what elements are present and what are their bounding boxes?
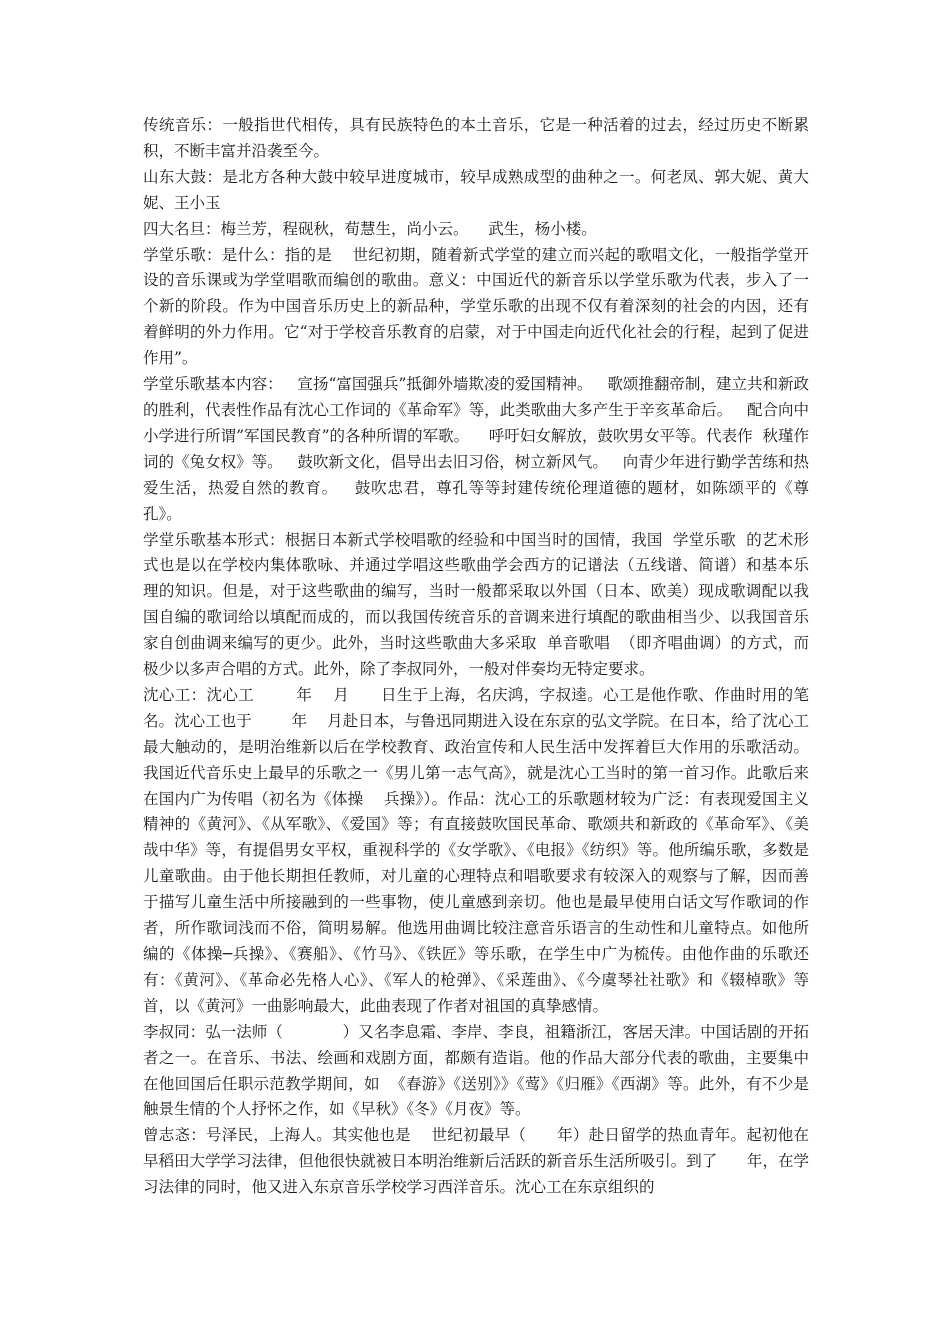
paragraph-zeng-zhimin: 曾志忞：号泽民，上海人。其实他也是 世纪初最早（ 年）赴日留学的热血青年。起初他在早稻田大学学习法律，但他很快就被日本明治维新后活跃的新音乐生活所吸引。到了 年，在学习法律的同时，他又进入东京音乐学校学习西洋音乐。沈心工在东京组织的	[143, 1126, 809, 1197]
paragraph-school-songs-form: 学堂乐歌基本形式：根据日本新式学校唱歌的经验和中国当时的国情，我国 学堂乐歌 的艺术形式也是以在学校内集体歌咏、并通过学唱这些歌曲学会西方的记谱法（五线谱、简谱）和基本乐理的知识。但是，对于这些歌曲的编写，当时一般都采取以外国（日本、欧美）现成歌调配以我国自编的歌词给以填配而成的，而以我国传统音乐的音调来进行填配的歌曲相当少、以我国音乐家自创曲调来编写的更少。此外，当时这些歌曲大多采取 单音歌唱 （即齐唱曲调）的方式，而极少以多声合唱的方式。此外，除了李叔同外，一般对伴奏均无特定要求。	[143, 530, 809, 679]
paragraph-four-dan: 四大名旦：梅兰芳，程砚秋，荀慧生，尚小云。 武生，杨小楼。	[143, 219, 597, 238]
paragraph-traditional-music: 传统音乐：一般指世代相传，具有民族特色的本土音乐，它是一种活着的过去，经过历史不断累积，不断丰富并沿袭至今。	[143, 116, 809, 160]
paragraph-school-songs: 学堂乐歌：是什么：指的是 世纪初期，随着新式学堂的建立而兴起的歌唱文化，一般指学堂开设的音乐课或为学堂唱歌而编创的歌曲。意义：中国近代的新音乐以学堂乐歌为代表，步入了一个新的阶段。作为中国音乐历史上的新品种，学堂乐歌的出现不仅有着深刻的社会的内因，还有着鲜明的外力作用。它“对于学校音乐教育的启蒙，对于中国走向近代化社会的行程，起到了促进作用”。	[143, 245, 809, 368]
paragraph-shen-xingong: 沈心工：沈心工 年 月 日生于上海，名庆鸿，字叔逵。心工是他作歌、作曲时用的笔名。沈心工也于 年 月赴日本，与鲁迅同期进入设在东京的弘文学院。在日本，给了沈心工最大触动的，是明治维新以后在学校教育、政治宣传和人民生活中发挥着巨大作用的乐歌活动。我国近代音乐史上最早的乐歌之一《男儿第一志气高》，就是沈心工当时的第一首习作。此歌后来在国内广为传唱（初名为《体操 兵操》）。作品：沈心工的乐歌题材较为广泛：有表现爱国主义精神的《黄河》、《从军歌》、《爱国》等；有直接鼓吹国民革命、歌颂共和新政的《革命军》、《美哉中华》等，有提倡男女平权，重视科学的《女学歌》、《电报》《纺织》等。他所编乐歌，多数是儿童歌曲。由于他长期担任教师，对儿童的心理特点和唱歌要求有较深入的观察与了解，因而善于描写儿童生活中所接融到的一些事物，使儿童感到亲切。他也是最早使用白话文写作歌词的作者，所作歌词浅而不俗，简明易解。他选用曲调比较注意音乐语言的生动性和儿童特点。如他所编的《体操─兵操》、《赛船》、《竹马》、《铁匠》等乐歌，在学生中广为梳传。由他作曲的乐歌还有：《黄河》、《革命必先格人心》、《军人的枪弹》、《采莲曲》、《今虞琴社社歌》和《辍棹歌》等 首，以《黄河》一曲影响最大，此曲表现了作者对祖国的真挚感情。	[143, 685, 829, 1015]
document-page	[143, 113, 829, 1201]
paragraph-li-shutong: 李叔同：弘一法师（ ）又名李息霜、李岸、李良，祖籍浙江，客居天津。中国话剧的开拓者之一。在音乐、书法、绘画和戏剧方面，都颇有造诣。他的作品大部分代表的歌曲，主要集中在他回国后任职示范教学期间，如 《春游》《送别》》《莺》《归雁》《西湖》等。此外，有不少是触景生情的个人抒怀之作，如《早秋》《冬》《月夜》等。	[143, 1022, 809, 1119]
paragraph-school-songs-content: 学堂乐歌基本内容： 宣扬“富国强兵”抵御外墙欺凌的爱国精神。 歌颂推翻帝制，建立共和新政的胜利，代表性作品有沈心工作词的《革命军》等，此类歌曲大多产生于辛亥革命后。 配合向中小学进行所谓”军国民教育”的各种所谓的军歌。 呼吁妇女解放，鼓吹男女平等。代表作 秋瑾作词的《兔女权》等。 鼓吹新文化，倡导出去旧习俗，树立新风气。 向青少年进行勤学苦练和热爱生活，热爱自然的教育。 鼓吹忠君，尊孔等等封建传统伦理道德的题材，如陈颂平的《尊孔》。	[143, 375, 809, 523]
paragraph-shandong-dagu: 山东大鼓：是北方各种大鼓中较早进度城市，较早成熟成型的曲种之一。何老凤、郭大妮、黄大妮、王小玉	[143, 167, 809, 212]
